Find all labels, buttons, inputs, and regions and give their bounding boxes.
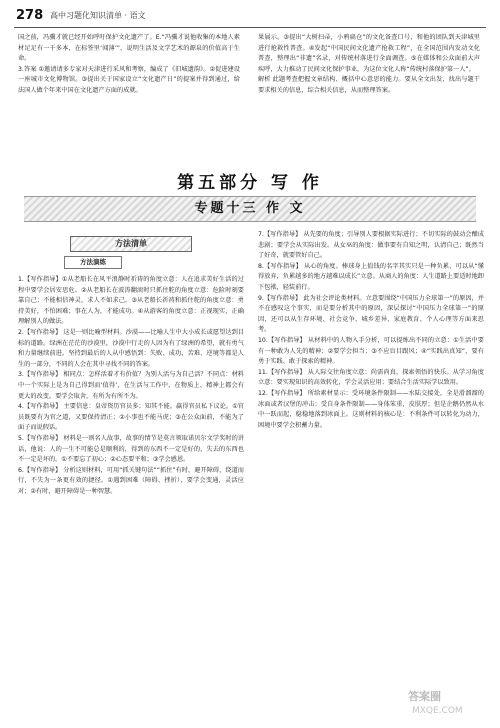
right-column bbox=[258, 230, 484, 431]
left-column bbox=[18, 230, 244, 497]
header-rule bbox=[14, 27, 486, 28]
answer-item-2: 2.【写作指导】 这是一则比喻型材料。沙漠——比喻人生中大小成长或愿望达到目标的道路。绿洲在茫茫的沙漠里，沙漠中行走的人因为有了绿洲的希望，就有勇气和力量继续前进。坚持到最后的人从中感悟到：失败、成功、苦难、逆境等都是人生的一部分，不同的人会在其中寻找不同的答案。 bbox=[18, 328, 244, 368]
watermark-url: MXQE.COM bbox=[412, 706, 463, 716]
answer-item-8: 8.【写作指导】 从心的角度。棒球身上值钱的名字其实只是一种负累，可以从“懂得放弃，负累越多的地方越难以成长”立意。从商人的角度：人生道路上要适时地卸下包袱，轻装前行。 bbox=[258, 262, 484, 291]
top-left-column bbox=[18, 33, 240, 97]
answer-item-6: 6.【写作指导】 分析这则材料，可用“抓关键句法”“抓住”有时，避开障碍，绕道而行，不失为一条更有效的捷径。①遇到困难（障碍、挫折），要学会变通，灵活应对；②有时，避开障碍是一种智慧。 bbox=[18, 466, 244, 495]
answer-item-12: 12.【写作指导】 所给素材显示：受环境条件限制——水陆交接处，全是滑溜溜的冰面或者汉堡的冲击；受自身条件限制——身体笨重，皮肤厚；但是企鹅仍然从水中一跃而起，稳稳地落到冰面上。这则材料的核心是：不利条件可以转化为动力，困境中要学会积蓄力量。 bbox=[258, 389, 484, 429]
paragraph: 解析 此题考查把握文章结构、概括中心意思的能力。要从全文出发，找出与题干要求相关的信息，综合相关信息，从而整理答案。 bbox=[258, 76, 480, 94]
method-practice-label: 方法演练 bbox=[64, 256, 122, 269]
answer-item-1: 1.【写作指导】①从老船长在风平浪静时祈祷的角度立意：人在追求美好生活的过程中要学会居安思危。②从老船长在波涛翻滚时只抓住舵的角度立意：危险时刻要靠自己；不能相信神灵，求人不如求己。③从老船长祈祷和抓住舵的角度立意：勇持美好，不怕困难；事在人为，才能成功。④从游客的角度立意：正视现实，正确理解别人的做法。 bbox=[18, 276, 244, 326]
topic-title: 专题十三 作 文 bbox=[194, 201, 306, 216]
answer-item-11: 11.【写作指导】 从人际交往角度立意：尚需尚真，探索领悟的快乐。从学习角度立意：要实现知识的高效转化，学会灵活应用；要结合生活实际学以致用。 bbox=[258, 368, 484, 387]
paragraph: 国之前，冯骥才就已经开始呼吁保护文化遗产了。E.“冯骥才说他收集的本地人素材足足有一千多本，在标签里‘闻薄’”，说明生活及文学艺术的源泉的价值高于生命。 bbox=[18, 34, 240, 63]
running-head: 高中习题化知识清单 · 语文 bbox=[50, 11, 146, 20]
watermark-logo: 答案圈 bbox=[408, 690, 441, 703]
paragraph: 3.答案 ①邀请请多专家对天津进行采风和考察，编成了《旧城遗韵》。②促进建设一座城市文化博物馆。③提出关于国家设立“文化遗产日”的提案并得到通过，给法国人做个年来中国在文化遗产方面的成就。 bbox=[18, 65, 240, 94]
topic-banner bbox=[24, 196, 476, 222]
answer-item-4: 4.【写作指导】 主要信息：皇帝资历官员多；知其不能。赢得官员私下议论。①官员既要有为官之道，又要保持清正；②小事也不能马虎；③在公众面前，不能为了面子而说假话。 bbox=[18, 403, 244, 432]
top-right-column bbox=[258, 33, 480, 97]
method-list-box: 方法清单 bbox=[70, 236, 192, 252]
answer-item-10: 10.【写作指导】 从材料中的人物入手分析，可以提炼出不同的立意：①生活中要有一种敢为人先的精神；②要学会担当；③不应盲目跟风；④“实践出真知”，要有勇于实践、敢于探索的精神。 bbox=[258, 336, 484, 366]
paragraph: 果展示。③提出“大树扫帚，小鸦扁仓”的文化备查口号，和他的团队到天津城里进行抢救性普查。④发起“中国民间文化遗产抢救工程”，在全国范围内发动文化普查，整理出“非遗”名录，对传统村落进行全面调查。⑤在媒体和公众面前大声疾呼，大力推动了民间文化保护事业，为这位文化人称“传统村落保护第一人”。 bbox=[258, 34, 480, 73]
answer-item-3: 3.【写作指导】 相同点：怎样活着才有价值？为别人活与为自己活？不同点：材料中一个实际上是为自己得到而‘值得’，在生活与工作中，在物质上、精神上都会有更大的改变。要学会取舍，有所为有所不为。 bbox=[18, 371, 244, 400]
page-number: 278 bbox=[16, 8, 44, 23]
answer-item-7: 7.【写作指导】 从先要的角度；引导别人要根据实际进行；不切实际的鼓动会酿成悲剧；要学会从实际出发。从女巫的角度：做事要有自知之明，认清自己；既然当了好奇，就要管好自己。 bbox=[258, 231, 484, 260]
answer-item-5: 5.【写作指导】 材料是一则名人故事，故事的情节是莫言领取诺贝尔文学奖时的讲话，他说：人的一生不可能总是顺利的，得到的东西不一定是好的，失去的东西也不一定是坏的。①不要忘了初心；②心态要平和；③学会感恩。 bbox=[18, 434, 244, 464]
page-header bbox=[0, 0, 500, 30]
section-title: 第五部分 写 作 bbox=[177, 173, 323, 193]
answer-item-9: 9.【写作指导】 此为社会评论类材料。立意要围绕“中国压力全球第一”的原因，并不在感叹这个事实，而是要分析其中的原因，深层探讨“中国压力全球第一”的原因，还可以从生存环境、社会竞争、城乡差异、家庭教育、个人心理等方面来思考。 bbox=[258, 294, 484, 334]
